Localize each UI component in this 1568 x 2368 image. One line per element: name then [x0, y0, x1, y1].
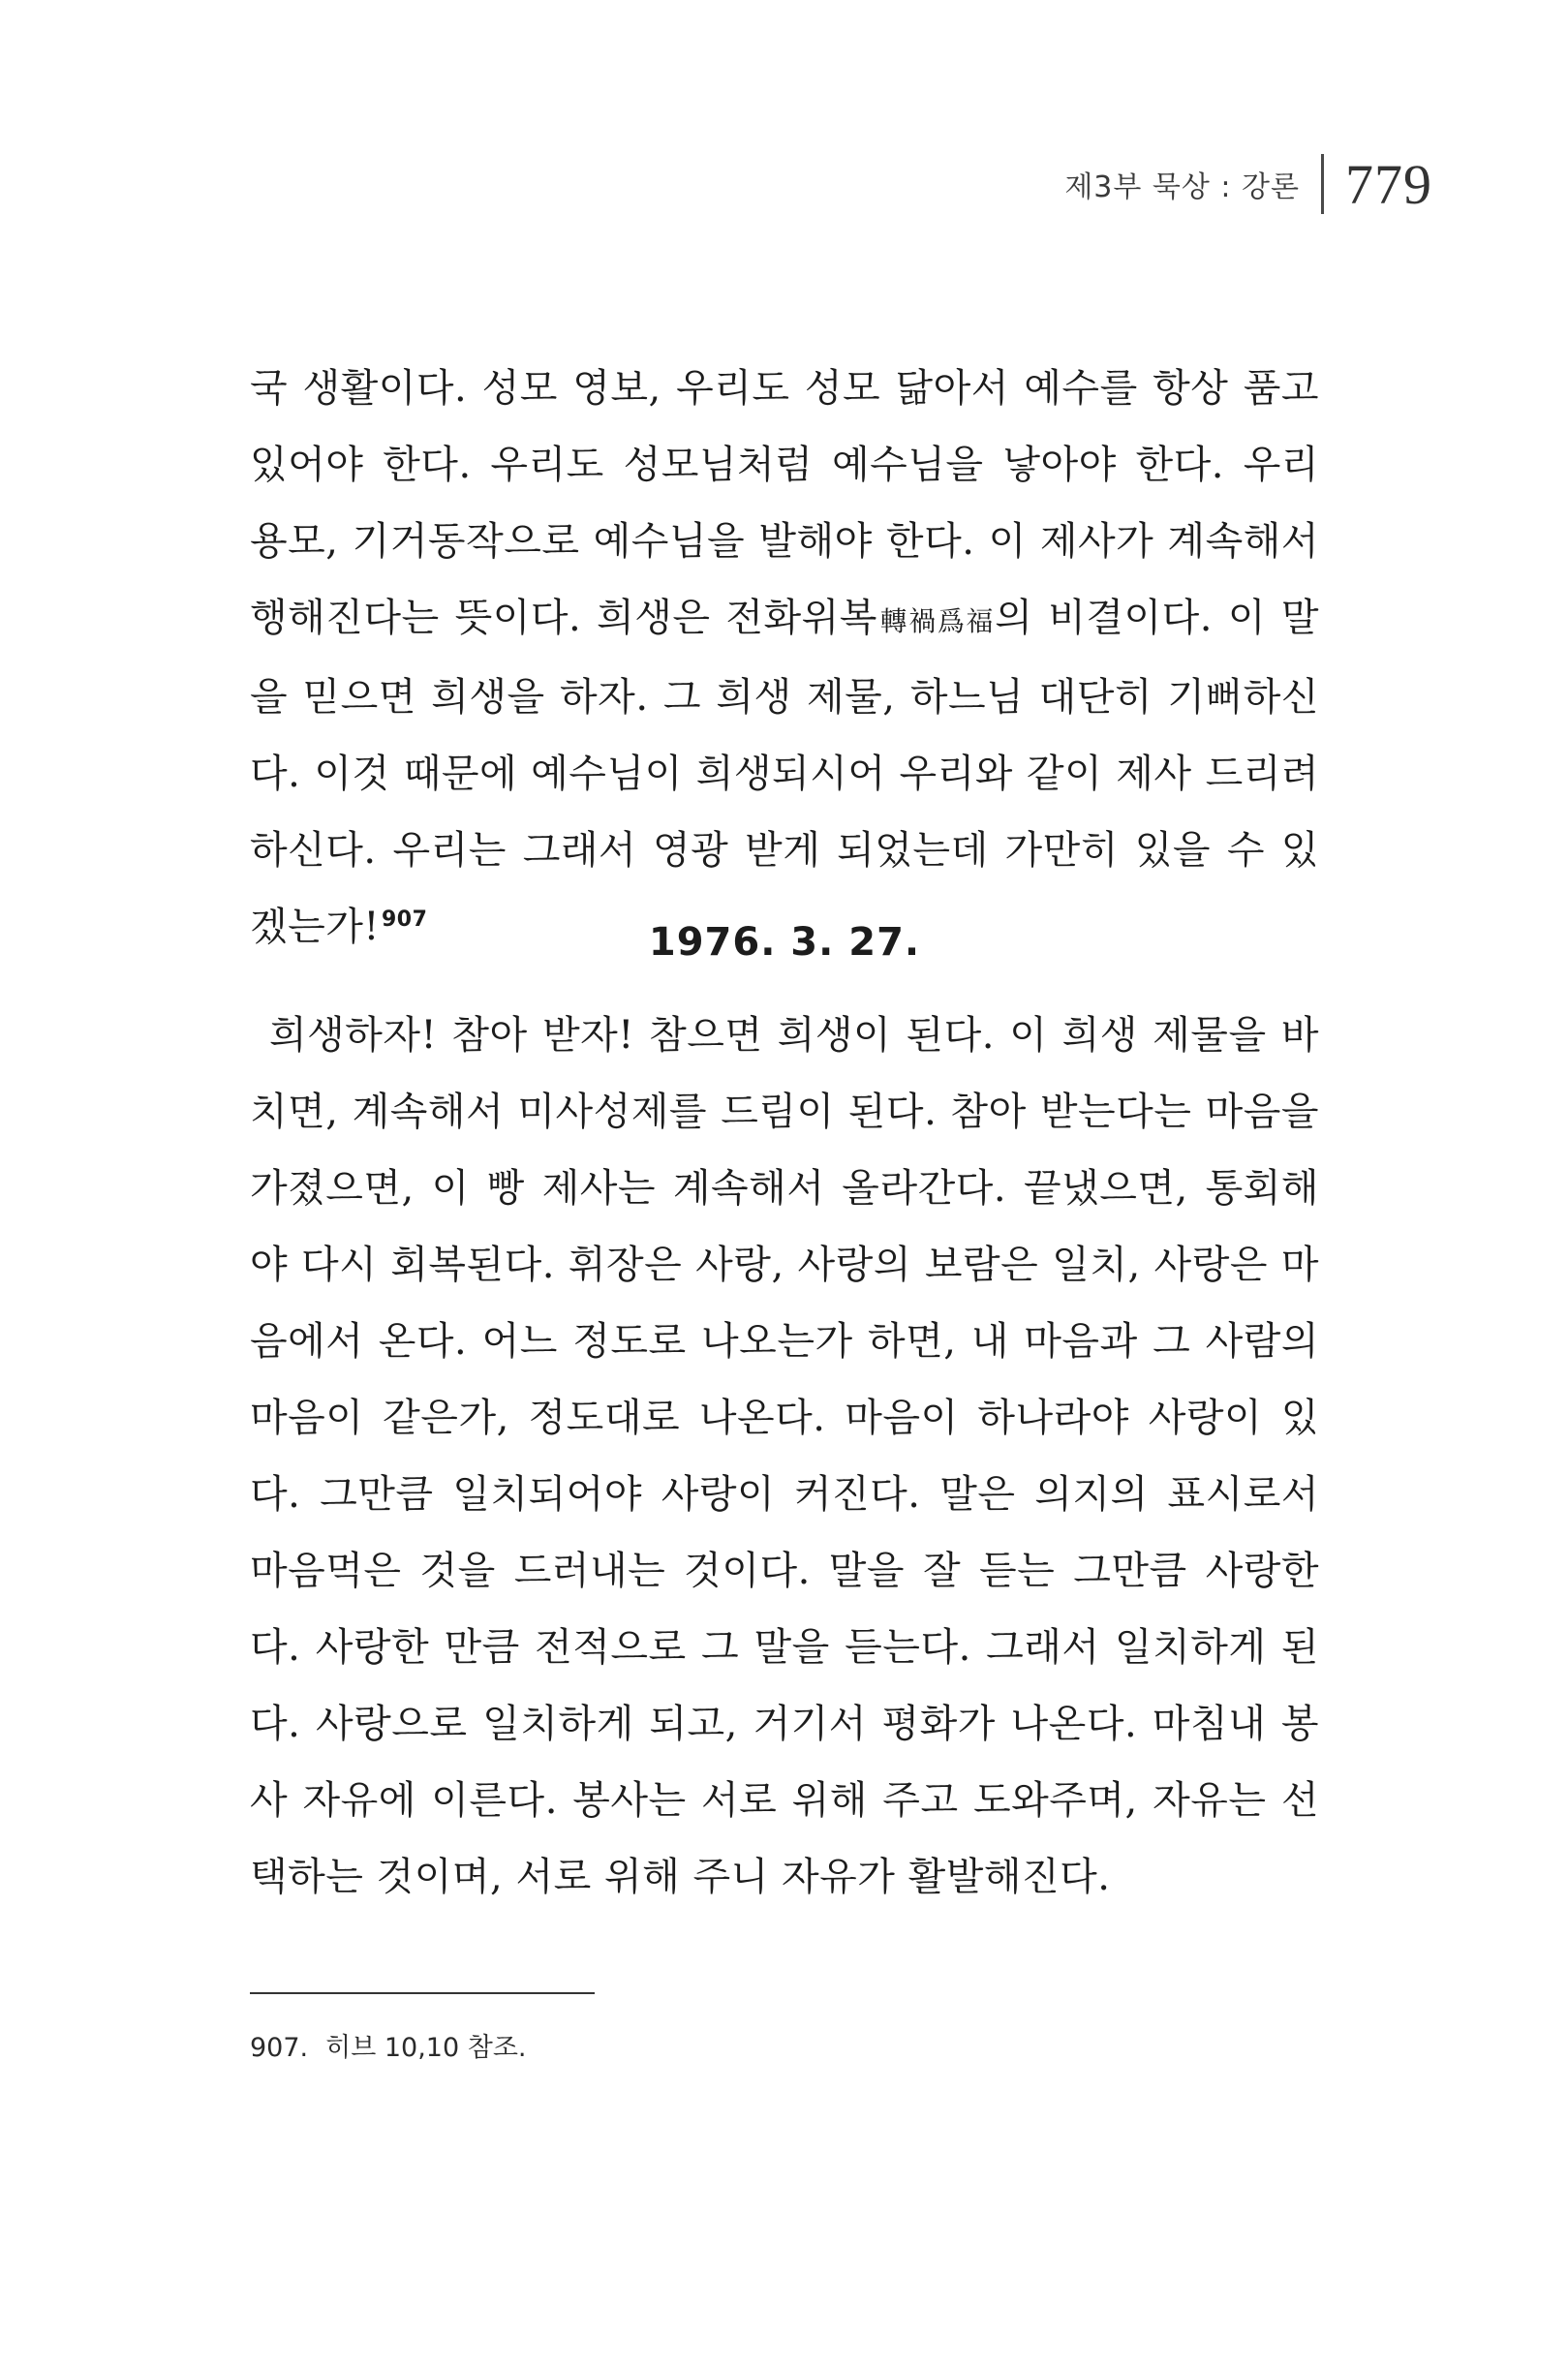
footnote	[250, 2026, 1319, 2064]
footnote-number: 907.	[250, 2033, 309, 2063]
running-header	[1064, 145, 1432, 223]
running-header-section: 제3부 묵상 : 강론	[1064, 170, 1300, 204]
body-paragraph	[250, 351, 1319, 966]
footnote-text: 히브 10,10 참조.	[325, 2033, 527, 2063]
footnote-reference[interactable]: 907	[382, 907, 428, 932]
hanja-annotation: 轉禍爲福	[876, 605, 996, 637]
paragraph-text-continued: 의 비결이다. 이 말을 믿으면 희생을 하자. 그 희생 제물, 하느님 대단히 기뻐하신다. 이것 때문에 예수님이 희생되시어 우리와 같이 제사 드리려 하신다. 우리는 그래서 영광 받게 되었는데 가만히 있을 수 있겠는가!	[250, 596, 1319, 949]
header-divider	[1321, 154, 1324, 214]
page-number: 779	[1345, 152, 1432, 216]
body-paragraph-2: 희생하자! 참아 받자! 참으면 희생이 된다. 이 희생 제물을 바치면, 계속해서 미사성제를 드림이 된다. 참아 받는다는 마음을 가졌으면, 이 빵 제사는 계속해서 올라간다. 끝냈으면, 통회해야 다시 회복된다. 휘장은 사랑, 사랑의 보람은 일치, 사랑은 마음에서 온다. 어느 정도로 나오는가 하면, 내 마음과 그 사람의 마음이 같은가, 정도대로 나온다. 마음이 하나라야 사랑이 있다. 그만큼 일치되어야 사랑이 커진다. 말은 의지의 표시로서 마음먹은 것을 드러내는 것이다. 말을 잘 듣는 그만큼 사랑한다. 사랑한 만큼 전적으로 그 말을 듣는다. 그래서 일치하게 된다. 사랑으로 일치하게 되고, 거기서 평화가 나온다. 마침내 봉사 자유에 이른다. 봉사는 서로 위해 주고 도와주며, 자유는 선택하는 것이며, 서로 위해 주니 자유가 활발해진다.	[250, 1013, 1319, 1899]
footnote-divider	[250, 1992, 595, 1994]
date-heading: 1976. 3. 27.	[648, 920, 921, 965]
paragraph-text: 국 생활이다. 성모 영보, 우리도 성모 닮아서 예수를 항상 품고 있어야 한다. 우리도 성모님처럼 예수님을 낳아야 한다. 우리 용모, 기거동작으로 예수님을 발해야 한다. 이 제사가 계속해서 행해진다는 뜻이다. 희생은 전화위복	[250, 366, 1319, 640]
